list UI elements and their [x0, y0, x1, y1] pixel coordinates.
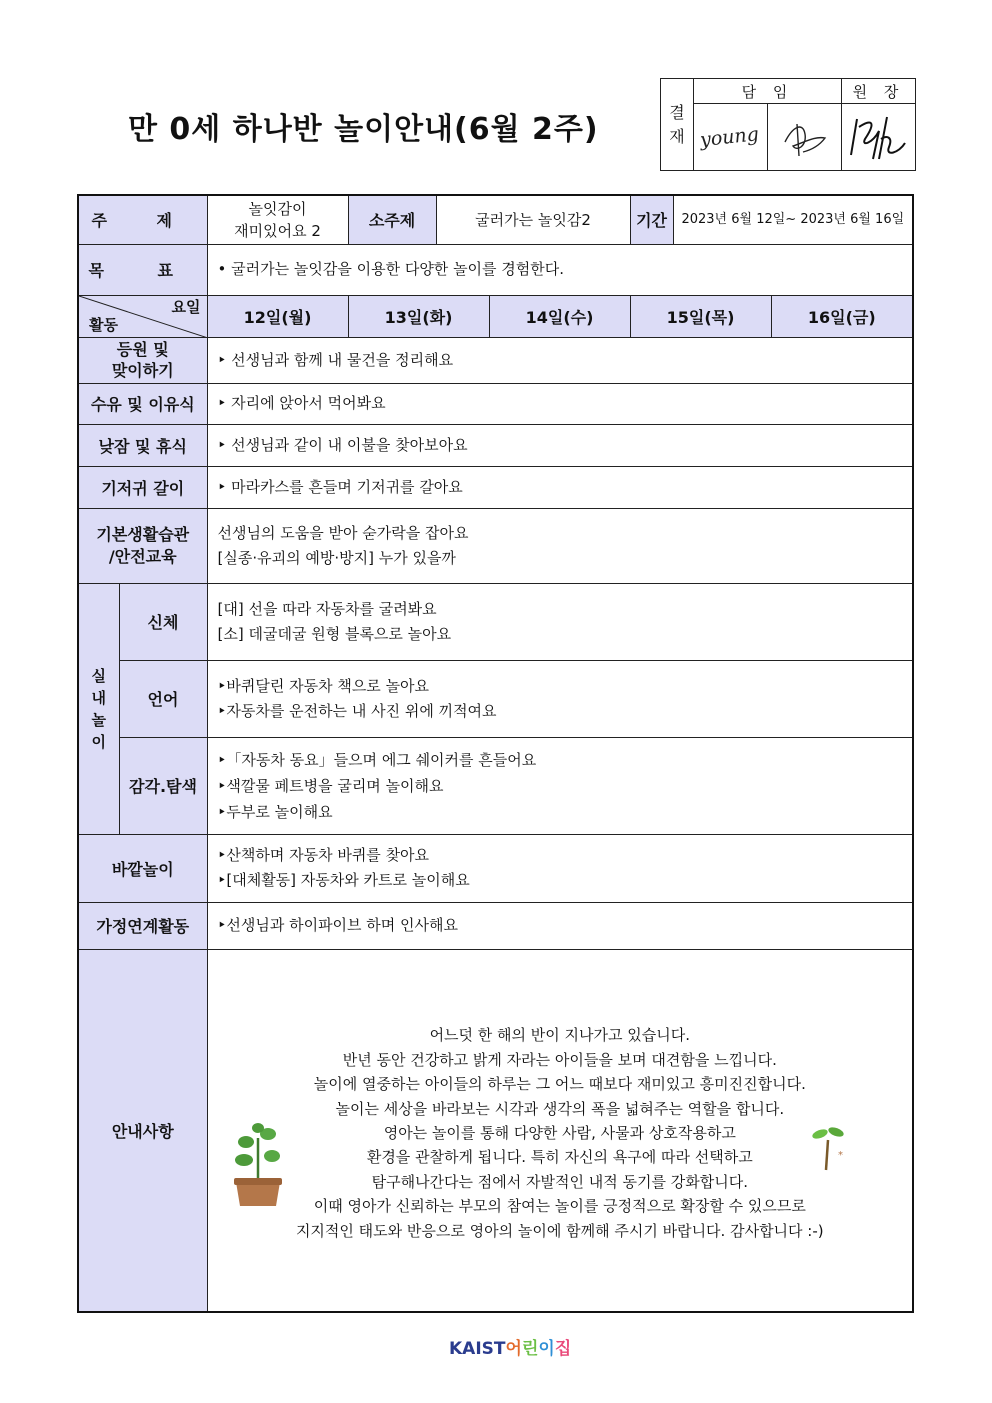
- physical-label: 신체: [119, 583, 207, 660]
- nap-text: ‣ 선생님과 같이 내 이불을 찾아보아요: [207, 424, 913, 466]
- notice-line: 놀이는 세상을 바라보는 시각과 생각의 폭을 넓혀주는 역할을 합니다.: [335, 1099, 785, 1118]
- notice-line: 이때 영아가 신뢰하는 부모의 참여는 놀이를 긍정적으로 확장할 수 있으므로: [313, 1197, 806, 1216]
- outdoor-label: 바깥놀이: [78, 834, 207, 902]
- notice-line: 어느덧 한 해의 반이 지나가고 있습니다.: [429, 1026, 691, 1045]
- notice-lines: [208, 1017, 913, 1243]
- svg-text:young: young: [698, 123, 760, 152]
- notice-line: 영아는 놀이를 통해 다양한 사람, 사물과 상호작용하고: [383, 1124, 736, 1143]
- language-text: ‣바퀴달린 자동차 책으로 놀아요 ‣자동차를 운전하는 내 사진 위에 끼적여요: [207, 660, 913, 737]
- home-text: ‣선생님과 하이파이브 하며 인사해요: [207, 902, 913, 949]
- signature-director: [842, 104, 916, 171]
- notice-line: 지지적인 태도와 반응으로 영아의 놀이에 함께해 주시기 바랍니다. 감사합니다 :-): [295, 1221, 824, 1240]
- sensory-text: ‣「자동차 동요」들으며 에그 쉐이커를 흔들어요 ‣색깔물 페트병을 굴리며 놀이해요 ‣두부로 놀이해요: [207, 737, 913, 834]
- subtheme-value: 굴러가는 놀잇감2: [436, 195, 630, 244]
- approval-label: 결재: [661, 79, 694, 171]
- day-fri: 16일(금): [771, 295, 913, 337]
- goal-label: 목 표: [78, 244, 207, 295]
- notice-line: 놀이에 열중하는 아이들의 하루는 그 어느 때보다 재미있고 흥미진진합니다.: [313, 1075, 806, 1094]
- page-title: 만 0세 하나반 놀이안내(6월 2주): [128, 112, 599, 147]
- notice-line: 환경을 관찰하게 됩니다. 특히 자신의 욕구에 따라 선택하고: [366, 1148, 753, 1167]
- physical-text: [대] 선을 따라 자동차를 굴려봐요 [소] 데굴데굴 원형 블록으로 놀아요: [207, 583, 913, 660]
- signature-young: [696, 117, 766, 157]
- weekly-plan-table: [77, 194, 914, 1313]
- nap-label: 낮잠 및 휴식: [78, 424, 207, 466]
- period-value: 2023년 6월 12일~ 2023년 6월 16일: [673, 195, 913, 244]
- feeding-label: 수유 및 이유식: [78, 383, 207, 424]
- period-label: 기간: [630, 195, 673, 244]
- activity-label: 활동: [89, 315, 118, 334]
- signature-homeroom-1: [694, 104, 768, 171]
- approval-box: [660, 78, 916, 171]
- notice-content: [207, 949, 913, 1312]
- subtheme-label: 소주제: [348, 195, 436, 244]
- svg-text:*: *: [837, 1149, 843, 1161]
- day-thu: 15일(목): [630, 295, 771, 337]
- notice-line: 탐구해나간다는 점에서 자발적인 내적 동기를 강화합니다.: [371, 1172, 748, 1191]
- notice-line: 반년 동안 건강하고 밝게 자라는 아이들을 보며 대견함을 느낍니다.: [342, 1050, 777, 1069]
- habits-text: 선생님의 도움을 받아 숟가락을 잡아요 [실종·유괴의 예방·방지] 누가 있을까: [207, 508, 913, 583]
- theme-label: 주 제: [78, 195, 207, 244]
- kaist-daycare-logo: KAIST어린이집: [449, 1339, 572, 1359]
- arrival-text: ‣ 선생님과 함께 내 물건을 정리해요: [207, 337, 913, 383]
- signature-homeroom-2: [768, 104, 842, 171]
- diaper-text: ‣ 마라카스를 흔들며 기저귀를 갈아요: [207, 466, 913, 508]
- day-activity-corner: [78, 295, 207, 337]
- homeroom-header: 담 임: [694, 79, 842, 104]
- goal-text: • 굴러가는 놀잇감을 이용한 다양한 놀이를 경험한다.: [207, 244, 913, 295]
- home-label: 가정연계활동: [78, 902, 207, 949]
- language-label: 언어: [119, 660, 207, 737]
- theme-value: 놀잇감이 재미있어요 2: [207, 195, 348, 244]
- day-label: 요일: [171, 297, 201, 316]
- outdoor-text: ‣산책하며 자동차 바퀴를 찾아요 ‣[대체활동] 자동차와 카트로 놀이해요: [207, 834, 913, 902]
- indoor-play-label: 실 내 놀 이: [78, 583, 119, 834]
- notice-label: 안내사항: [78, 949, 207, 1312]
- day-tue: 13일(화): [348, 295, 489, 337]
- day-mon: 12일(월): [207, 295, 348, 337]
- diaper-label: 기저귀 갈이: [78, 466, 207, 508]
- feeding-text: ‣ 자리에 앉아서 먹어봐요: [207, 383, 913, 424]
- sensory-label: 감각.탐색: [119, 737, 207, 834]
- arrival-label: 등원 및 맞이하기: [78, 337, 207, 383]
- director-header: 원 장: [842, 79, 916, 104]
- day-wed: 14일(수): [489, 295, 630, 337]
- habits-label: 기본생활습관 /안전교육: [78, 508, 207, 583]
